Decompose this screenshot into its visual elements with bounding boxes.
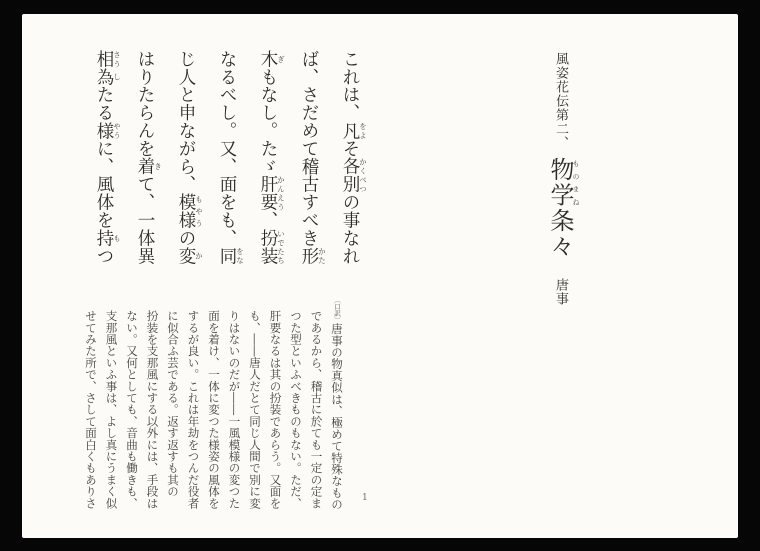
text-segment: の事なれ [340,193,360,265]
commentary-line [286,297,307,515]
book-page [22,14,738,538]
main-body-text [83,50,370,292]
ruby-annotated-text: 物学ものまね [546,157,580,208]
text-segment: じ人と申ながら、 [176,50,196,194]
main-text-line [124,50,165,292]
text-segment: そ [340,139,360,158]
commentary-line [306,297,327,515]
commentary-line [101,297,122,515]
text-segment: 、 [258,211,278,230]
commentary-line [142,297,163,515]
commentary-line [81,297,102,515]
ruby-annotated-text: 模様もやう [176,193,204,230]
text-segment: ば、さだめて稽古すべき [299,50,319,247]
text-segment: 〔口訳〕 [333,297,341,323]
commentary-line [265,297,286,515]
text-segment: 扮装を支那風にする以外には、手段は [145,310,160,509]
text-segment: これは、 [340,50,360,122]
colloquial-translation-block [81,297,348,515]
ruby-annotated-text: 様やう [94,121,122,140]
commentary-line [122,297,143,515]
chapter-main-title [546,150,580,259]
ruby-annotated-text: 相さう [94,50,122,68]
commentary-line [327,297,348,515]
text-segment: なるべし。又、面をも、 [217,50,237,247]
text-segment: 条々 [546,208,574,259]
commentary-line [204,297,225,515]
ruby-annotated-text: 各別かくべつ [340,157,368,194]
text-segment: するが良い。これは年劫をつんだ役者 [186,310,201,509]
main-text-line [206,50,247,292]
text-segment: つた型といふべきものもない。ただ、 [289,310,303,509]
text-segment: ない。又何としても、音曲も働きも、 [125,310,139,509]
text-segment: 支那風といふ事は、よし真にうまく似 [104,310,119,509]
main-text-line [288,50,329,292]
text-segment: せてみた所で、さして面白くもありさ [84,310,98,509]
page-number: 1 [362,493,368,503]
text-segment: つ [94,246,114,265]
main-text-line [83,50,124,292]
commentary-line [224,297,245,515]
ruby-annotated-text: 肝要かんえう [258,175,286,212]
chapter-pretitle: 風姿花伝第二、 [553,52,568,150]
ruby-annotated-text: 着き [135,157,163,176]
text-segment: 肝要なるは其の扮装であらう。又面を [268,310,283,509]
ruby-annotated-text: 木ぎ [258,50,286,68]
ruby-annotated-text: 変か [176,246,204,265]
ruby-annotated-text: 為し [94,67,122,86]
main-text-line [165,50,206,292]
ruby-annotated-text: 凡をよ [340,121,368,140]
ruby-annotated-text: 持も [94,229,122,247]
text-segment: であるから、稽古に於ても一定の定ま [309,310,324,509]
text-segment: に似合ふ芸である。返す返すも其の [166,310,180,498]
ruby-annotated-text: 形かた [299,246,327,265]
text-segment: も、――唐人だとて同じ人間で別に変 [248,310,262,509]
text-segment: の [176,229,196,247]
text-segment: はりたらんを [135,50,155,158]
main-text-line [329,50,370,292]
commentary-line [245,297,266,515]
section-subtitle: 唐事 [553,278,568,306]
text-segment: りはないのだが――一風模様の変つた [227,310,242,509]
text-segment: て、一体異 [135,175,155,265]
ruby-annotated-text: 扮装いでたち [258,229,286,265]
main-text-line [247,50,288,292]
text-segment: 面を着け、一体に変つた様姿の風体を [207,310,221,509]
text-segment: もなし。たゞ [258,67,278,176]
commentary-line [183,297,204,515]
text-segment: 唐事の物真似は、極めて特殊なもの [330,323,344,511]
commentary-line [163,297,184,515]
chapter-title-block [543,52,580,382]
text-segment: に、風体を [94,139,114,230]
text-segment: たる [94,85,114,122]
ruby-annotated-text: 同をな [217,246,245,265]
